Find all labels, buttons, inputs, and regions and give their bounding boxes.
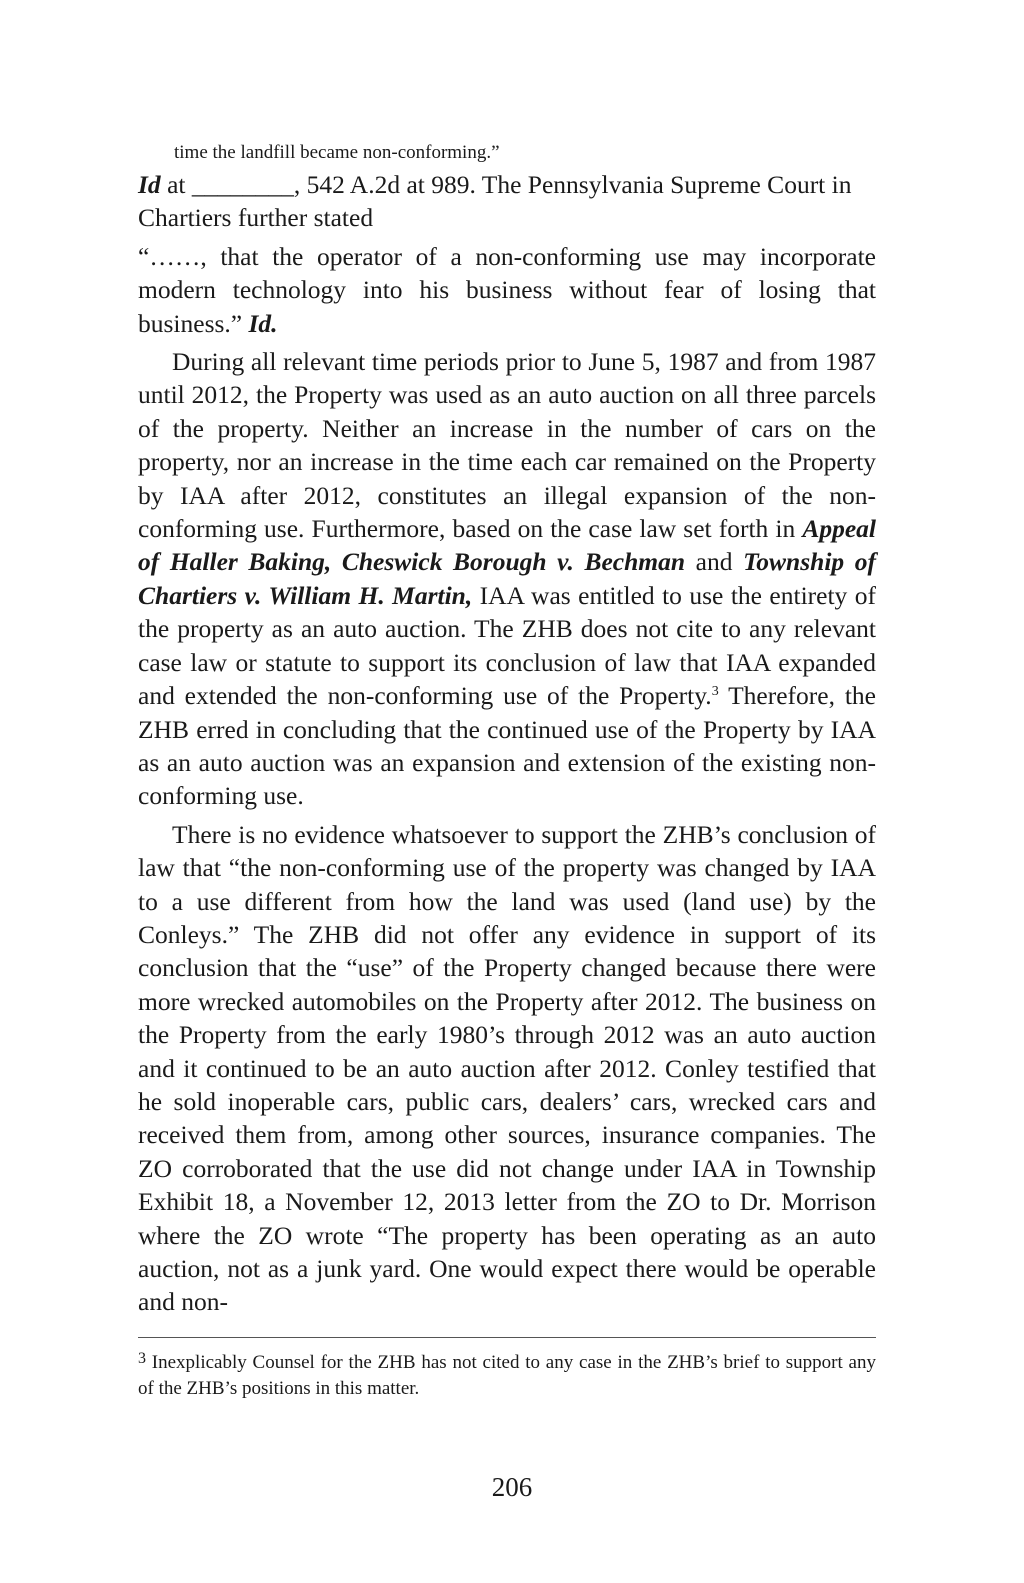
page-number: 206 xyxy=(491,1472,533,1502)
paragraph-1 xyxy=(138,345,876,813)
footnote-reference[interactable]: 3 xyxy=(711,684,719,700)
case-name-haller: Appeal of Haller Baking, Cheswick Borough v. Bechman xyxy=(138,514,876,577)
paragraph-1-text-b: and xyxy=(685,547,744,577)
paragraph-1-text-a: During all relevant time periods prior to June 5, 1987 and from 1987 until 2012, the Property was used as an auto auction on all three parcels of the property. Neither an increase in the number of cars on the property, nor an increase in the time each car remained on the Property by IAA after 2012, constitutes an illegal expansion of the non-conforming use. Furthermore, based on the case law set forth in xyxy=(138,347,876,544)
block-quote-text: “……, that the operator of a non-conforming use may incorporate modern technology into his business without fear of losing that business.” xyxy=(138,241,876,338)
footnote-divider xyxy=(138,1337,876,1338)
paragraph-1-text-c: IAA was entitled to use the entirety of the property as an auto auction. The ZHB does not cite to any relevant case law or statute to support its conclusion of law that IAA expanded and extended the non-conforming use of the Property. xyxy=(138,580,876,711)
footnote-number: 3 xyxy=(138,1350,146,1367)
citation-line xyxy=(138,168,876,235)
citation-text: at ________, 542 A.2d at 989. The Pennsylvania Supreme Court in Chartiers further stated xyxy=(138,170,852,233)
paragraph-1-text-d: Therefore, the ZHB erred in concluding that the continued use of the Property by IAA as an auto auction was an expansion and extension of the existing non-conforming use. xyxy=(138,681,876,811)
case-name-chartiers: Township of Chartiers v. William H. Martin, xyxy=(138,547,876,610)
footnote xyxy=(138,1350,876,1402)
paragraph-2: There is no evidence whatsoever to support the ZHB’s conclusion of law that “the non-conforming use of the property was changed by IAA to a use different from how the land was used (land use) by the Conleys.” The ZHB did not offer any evidence in support of its conclusion that the “use” of the Property changed because there were more wrecked automobiles on the Property after 2012. The business on the Property from the early 1980’s through 2012 was an auto auction and it continued to be an auto auction after 2012. Conley testified that he sold inoperable cars, public cars, dealers’ cars, wrecked cars and received them from, among other sources, insurance companies. The ZO corroborated that the use did not change under IAA in Township Exhibit 18, a November 12, 2013 letter from the ZO to Dr. Morrison where the ZO wrote “The property has been operating as an auto auction, not as a junk yard. One would expect there would be operable and non- xyxy=(138,819,876,1317)
block-quote xyxy=(138,240,876,340)
quote-tail: time the landfill became non-conforming.” xyxy=(174,142,500,163)
citation-id: Id xyxy=(138,170,161,199)
main-text xyxy=(138,168,876,1319)
block-quote-id: Id. xyxy=(248,308,278,338)
footnote-text: Inexplicably Counsel for the ZHB has not cited to any case in the ZHB’s brief to support any of the ZHB’s positions in this matter. xyxy=(138,1352,876,1399)
